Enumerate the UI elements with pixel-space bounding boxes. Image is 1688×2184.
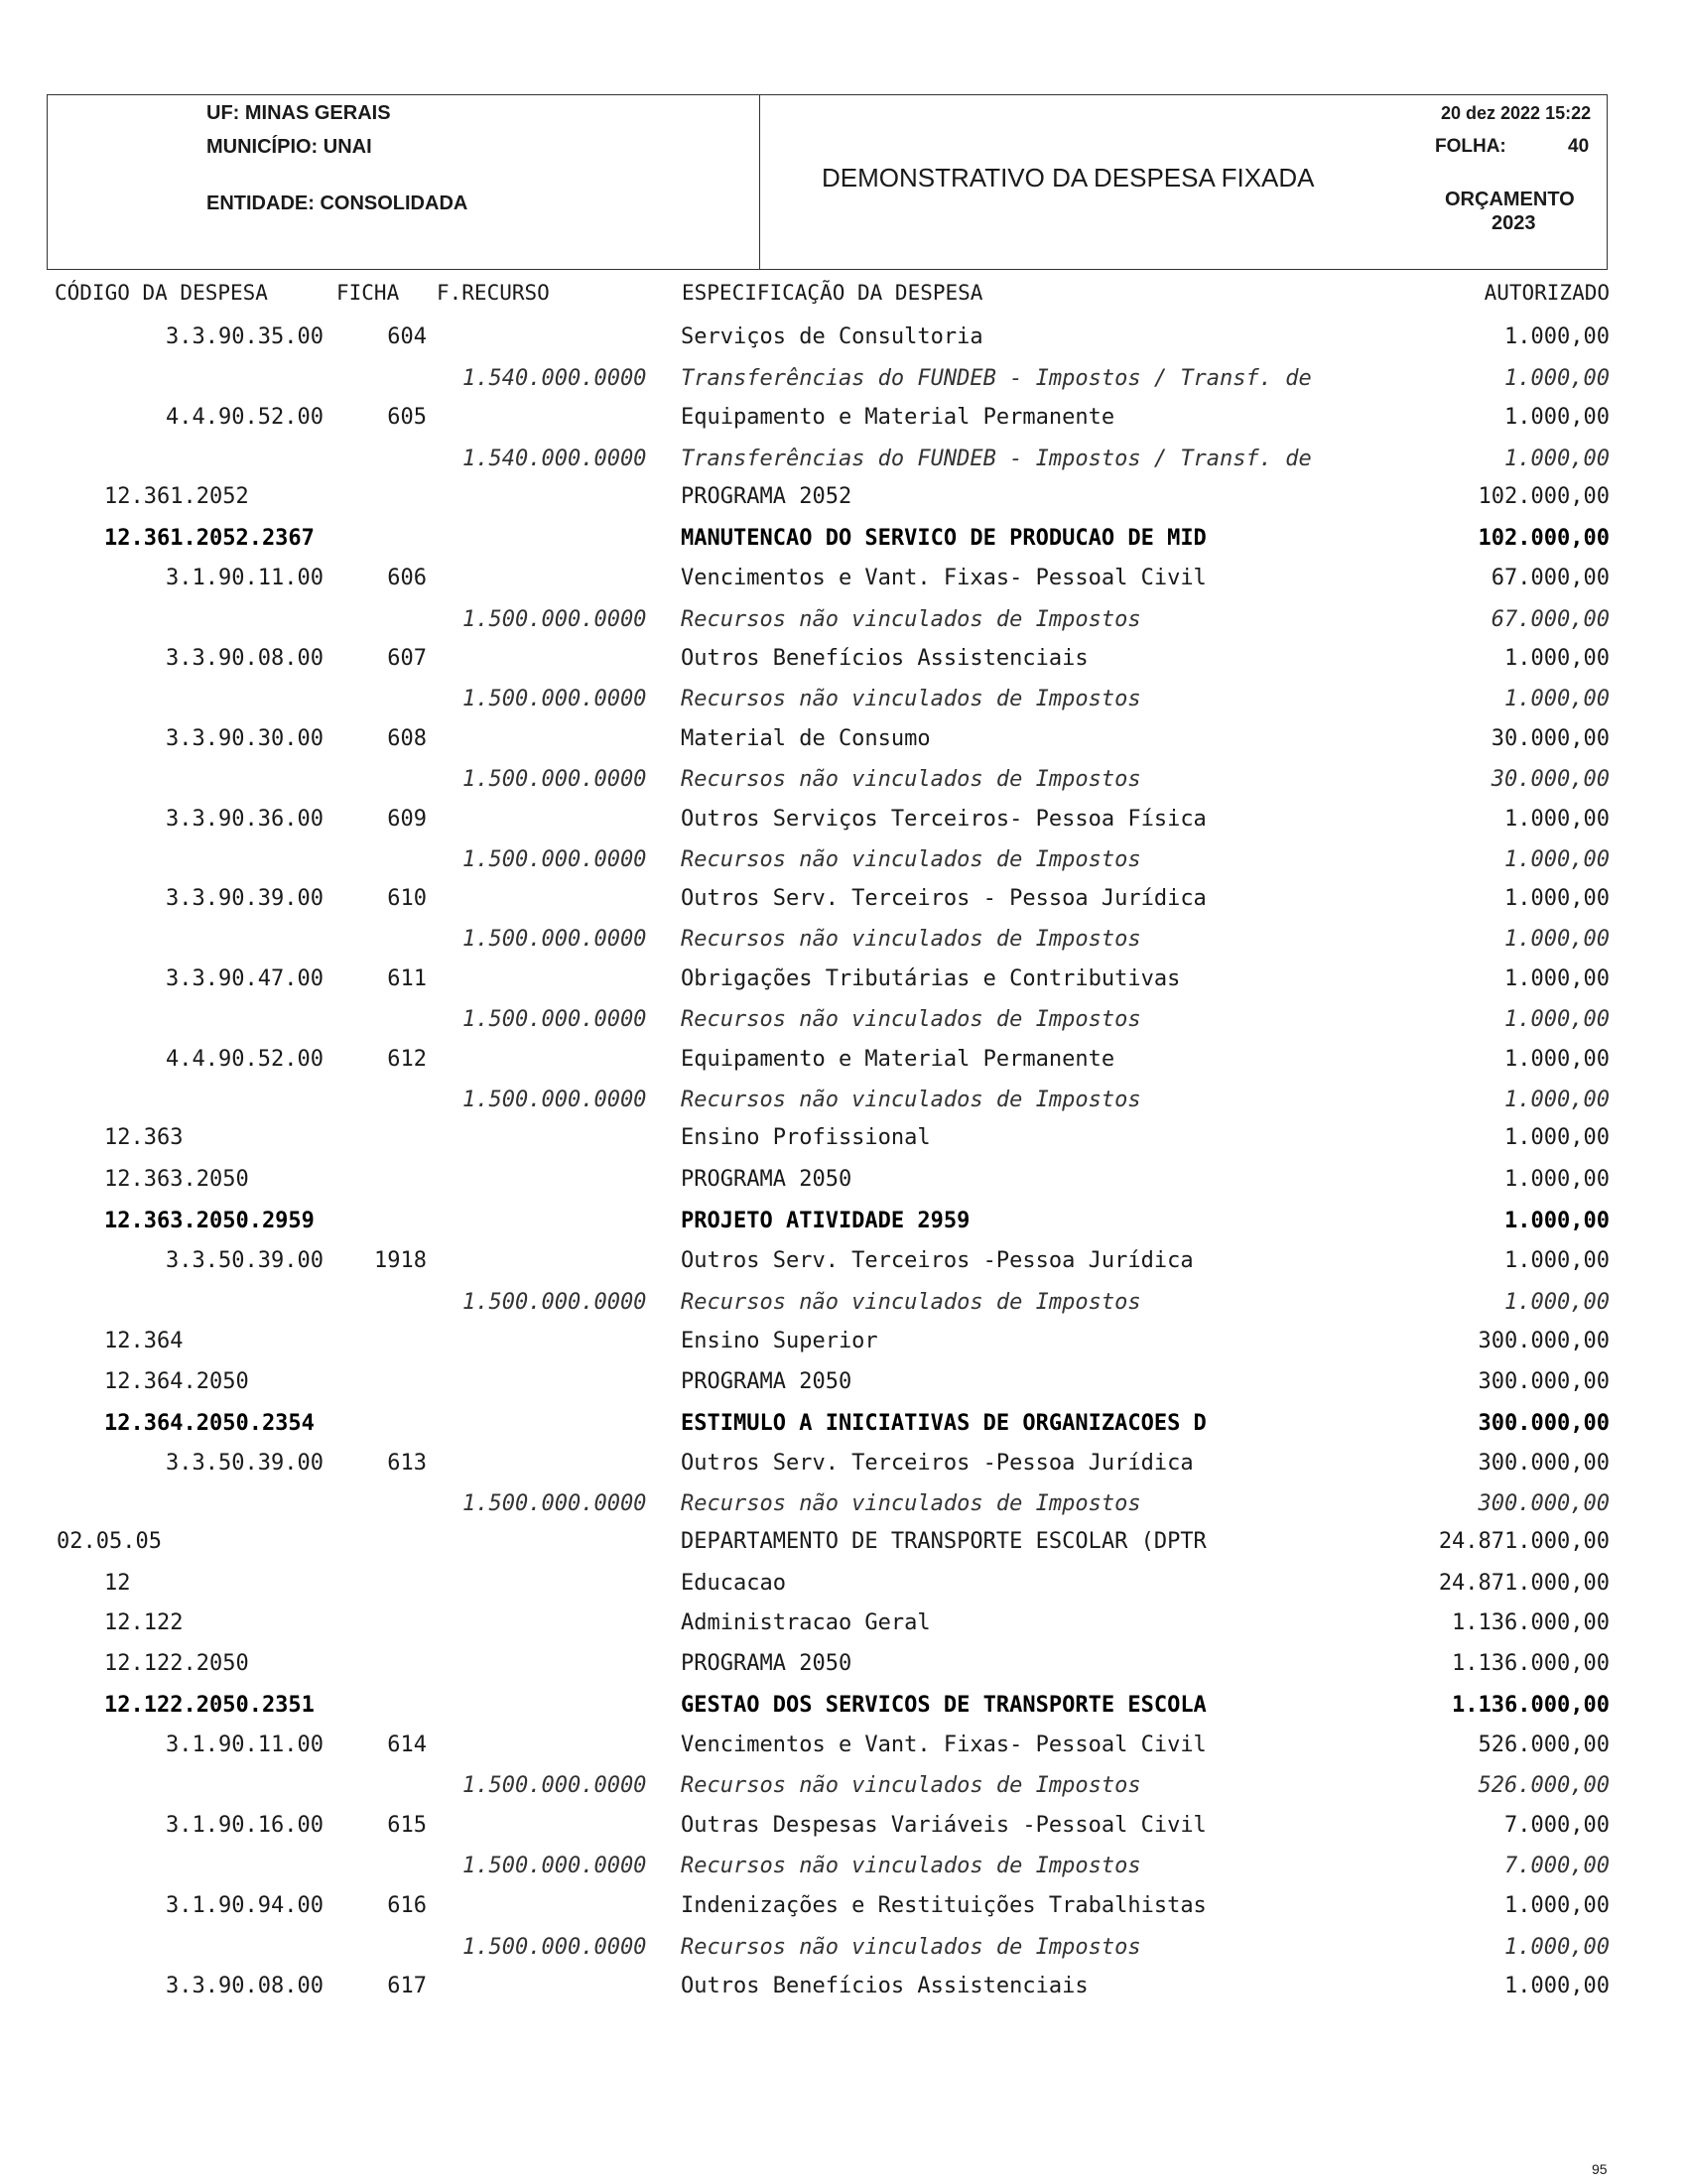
table-row [0, 726, 1688, 756]
expense-specification: Outros Serv. Terceiros - Pessoa Jurídica [681, 886, 1207, 911]
table-row [0, 1893, 1688, 1923]
authorized-value: 1.000,00 [1504, 366, 1610, 391]
expense-code: 3.3.90.08.00 [166, 646, 324, 671]
expense-specification: DEPARTAMENTO DE TRANSPORTE ESCOLAR (DPTR [681, 1529, 1207, 1554]
expense-code: 12.364.2050.2354 [104, 1411, 315, 1436]
resource-row [0, 1290, 1688, 1320]
table-row [0, 1733, 1688, 1762]
fonte-recurso: 1.500.000.0000 [462, 1773, 647, 1798]
table-row [0, 646, 1688, 676]
authorized-value: 67.000,00 [1491, 607, 1610, 632]
authorized-value: 1.000,00 [1504, 1974, 1610, 1998]
authorized-value: 1.000,00 [1504, 1167, 1610, 1192]
resource-row [0, 366, 1688, 396]
expense-code: 3.1.90.16.00 [166, 1813, 324, 1838]
table-row [0, 526, 1688, 556]
authorized-value: 1.000,00 [1504, 1290, 1610, 1315]
authorized-value: 1.000,00 [1504, 807, 1610, 832]
expense-specification: Recursos não vinculados de Impostos [681, 607, 1141, 632]
expense-code: 3.1.90.94.00 [166, 1893, 324, 1918]
fonte-recurso: 1.500.000.0000 [462, 1007, 647, 1032]
expense-specification: Recursos não vinculados de Impostos [681, 1773, 1141, 1798]
table-row [0, 1209, 1688, 1238]
authorized-value: 1.000,00 [1504, 646, 1610, 671]
expense-code: 4.4.90.52.00 [166, 405, 324, 430]
authorized-value: 1.000,00 [1504, 966, 1610, 991]
table-row [0, 1610, 1688, 1640]
expense-specification: GESTAO DOS SERVICOS DE TRANSPORTE ESCOLA [681, 1693, 1207, 1718]
authorized-value: 1.000,00 [1504, 847, 1610, 872]
expense-code: 12.363.2050 [104, 1167, 249, 1192]
ficha-number: 616 [387, 1893, 427, 1918]
expense-specification: Outras Despesas Variáveis -Pessoal Civil [681, 1813, 1207, 1838]
expense-code: 3.3.50.39.00 [166, 1248, 324, 1273]
expense-specification: Recursos não vinculados de Impostos [681, 847, 1141, 872]
table-row [0, 1411, 1688, 1441]
authorized-value: 1.136.000,00 [1452, 1693, 1610, 1718]
ficha-number: 613 [387, 1451, 427, 1476]
table-row [0, 1125, 1688, 1155]
expense-specification: Outros Serviços Terceiros- Pessoa Física [681, 807, 1207, 832]
expense-specification: Outros Serv. Terceiros -Pessoa Jurídica [681, 1451, 1194, 1476]
expense-specification: Recursos não vinculados de Impostos [681, 1935, 1141, 1960]
expense-specification: Recursos não vinculados de Impostos [681, 767, 1141, 792]
expense-specification: Equipamento e Material Permanente [681, 405, 1115, 430]
expense-code: 3.3.90.36.00 [166, 807, 324, 832]
authorized-value: 1.000,00 [1504, 405, 1610, 430]
table-row [0, 405, 1688, 435]
authorized-value: 300.000,00 [1478, 1451, 1610, 1476]
expense-specification: Serviços de Consultoria [681, 324, 983, 349]
authorized-value: 1.000,00 [1504, 1007, 1610, 1032]
header-orcamento-label: ORÇAMENTO [1445, 189, 1575, 210]
expense-code: 12.361.2052.2367 [104, 526, 315, 551]
ficha-number: 608 [387, 726, 427, 751]
authorized-value: 24.871.000,00 [1438, 1529, 1610, 1554]
ficha-number: 614 [387, 1733, 427, 1757]
authorized-value: 1.000,00 [1504, 1047, 1610, 1072]
expense-code: 3.1.90.11.00 [166, 566, 324, 590]
authorized-value: 300.000,00 [1478, 1491, 1610, 1516]
expense-specification: Recursos não vinculados de Impostos [681, 1854, 1141, 1878]
table-row [0, 1571, 1688, 1601]
fonte-recurso: 1.540.000.0000 [462, 447, 647, 471]
col-header-ficha: FICHA [336, 281, 400, 305]
expense-specification: Obrigações Tributárias e Contributivas [681, 966, 1181, 991]
authorized-value: 300.000,00 [1478, 1369, 1610, 1394]
table-row [0, 1693, 1688, 1723]
authorized-value: 7.000,00 [1504, 1854, 1610, 1878]
expense-specification: Educacao [681, 1571, 786, 1596]
expense-specification: Material de Consumo [681, 726, 931, 751]
header-municipio: MUNICÍPIO: UNAI [206, 136, 372, 158]
col-header-codigo: CÓDIGO DA DESPESA [55, 281, 268, 305]
header-folha-value: 40 [1568, 136, 1590, 157]
header-folha-label: FOLHA: [1435, 136, 1506, 157]
table-row [0, 484, 1688, 514]
expense-code: 12 [104, 1571, 131, 1596]
ficha-number: 1918 [374, 1248, 427, 1273]
col-header-especificacao: ESPECIFICAÇÃO DA DESPESA [682, 281, 983, 305]
col-header-frecurso: F.RECURSO [437, 281, 550, 305]
header-entidade: ENTIDADE: CONSOLIDADA [206, 193, 468, 214]
authorized-value: 1.136.000,00 [1452, 1651, 1610, 1676]
expense-specification: PROGRAMA 2050 [681, 1167, 852, 1192]
expense-code: 3.3.90.30.00 [166, 726, 324, 751]
expense-specification: Recursos não vinculados de Impostos [681, 1088, 1141, 1112]
resource-row [0, 1491, 1688, 1521]
table-row [0, 1651, 1688, 1681]
table-row [0, 886, 1688, 916]
authorized-value: 1.000,00 [1504, 927, 1610, 952]
expense-code: 12.122.2050 [104, 1651, 249, 1676]
expense-specification: Indenizações e Restituições Trabalhistas [681, 1893, 1207, 1918]
ficha-number: 617 [387, 1974, 427, 1998]
expense-specification: Recursos não vinculados de Impostos [681, 1290, 1141, 1315]
authorized-value: 102.000,00 [1478, 526, 1610, 551]
table-row [0, 1813, 1688, 1843]
expense-specification: ESTIMULO A INICIATIVAS DE ORGANIZACOES D [681, 1411, 1207, 1436]
ficha-number: 615 [387, 1813, 427, 1838]
authorized-value: 1.000,00 [1504, 1935, 1610, 1960]
fonte-recurso: 1.500.000.0000 [462, 1854, 647, 1878]
authorized-value: 526.000,00 [1478, 1733, 1610, 1757]
authorized-value: 1.000,00 [1504, 687, 1610, 711]
ficha-number: 609 [387, 807, 427, 832]
authorized-value: 24.871.000,00 [1438, 1571, 1610, 1596]
table-row [0, 324, 1688, 354]
fonte-recurso: 1.500.000.0000 [462, 1290, 647, 1315]
resource-row [0, 1773, 1688, 1803]
authorized-value: 30.000,00 [1491, 726, 1610, 751]
authorized-value: 1.136.000,00 [1452, 1610, 1610, 1635]
authorized-value: 7.000,00 [1504, 1813, 1610, 1838]
expense-code: 12.122.2050.2351 [104, 1693, 315, 1718]
table-row [0, 1369, 1688, 1399]
authorized-value: 1.000,00 [1504, 1088, 1610, 1112]
resource-row [0, 1854, 1688, 1883]
table-row [0, 966, 1688, 996]
expense-specification: MANUTENCAO DO SERVICO DE PRODUCAO DE MID [681, 526, 1207, 551]
report-title: DEMONSTRATIVO DA DESPESA FIXADA [822, 163, 1315, 193]
expense-specification: PROGRAMA 2050 [681, 1651, 852, 1676]
expense-specification: Ensino Profissional [681, 1125, 931, 1150]
expense-code: 12.363.2050.2959 [104, 1209, 315, 1233]
authorized-value: 102.000,00 [1478, 484, 1610, 509]
expense-specification: Equipamento e Material Permanente [681, 1047, 1115, 1072]
table-row [0, 1329, 1688, 1358]
table-row [0, 566, 1688, 595]
authorized-value: 1.000,00 [1504, 1125, 1610, 1150]
expense-code: 12.363 [104, 1125, 184, 1150]
fonte-recurso: 1.500.000.0000 [462, 687, 647, 711]
table-row [0, 1529, 1688, 1559]
authorized-value: 1.000,00 [1504, 1209, 1610, 1233]
expense-specification: Outros Benefícios Assistenciais [681, 1974, 1089, 1998]
authorized-value: 300.000,00 [1478, 1329, 1610, 1353]
expense-code: 3.3.90.39.00 [166, 886, 324, 911]
fonte-recurso: 1.500.000.0000 [462, 1491, 647, 1516]
expense-code: 3.3.90.47.00 [166, 966, 324, 991]
header-datetime: 20 dez 2022 15:22 [1441, 103, 1592, 123]
expense-specification: Vencimentos e Vant. Fixas- Pessoal Civil [681, 566, 1207, 590]
expense-specification: Recursos não vinculados de Impostos [681, 1007, 1141, 1032]
expense-specification: Vencimentos e Vant. Fixas- Pessoal Civil [681, 1733, 1207, 1757]
resource-row [0, 767, 1688, 797]
resource-row [0, 1007, 1688, 1037]
expense-code: 3.3.90.35.00 [166, 324, 324, 349]
resource-row [0, 847, 1688, 877]
expense-code: 12.364.2050 [104, 1369, 249, 1394]
header-uf: UF: MINAS GERAIS [206, 102, 391, 124]
expense-specification: Recursos não vinculados de Impostos [681, 1491, 1141, 1516]
expense-code: 3.3.50.39.00 [166, 1451, 324, 1476]
fonte-recurso: 1.500.000.0000 [462, 607, 647, 632]
fonte-recurso: 1.500.000.0000 [462, 1088, 647, 1112]
resource-row [0, 447, 1688, 476]
table-row [0, 1167, 1688, 1197]
authorized-value: 1.000,00 [1504, 324, 1610, 349]
expense-specification: PROGRAMA 2052 [681, 484, 852, 509]
expense-specification: Administracao Geral [681, 1610, 931, 1635]
authorized-value: 526.000,00 [1478, 1773, 1610, 1798]
ficha-number: 607 [387, 646, 427, 671]
resource-row [0, 687, 1688, 716]
authorized-value: 1.000,00 [1504, 447, 1610, 471]
expense-code: 12.122 [104, 1610, 184, 1635]
expense-code: 02.05.05 [57, 1529, 162, 1554]
table-row [0, 1047, 1688, 1077]
authorized-value: 1.000,00 [1504, 1248, 1610, 1273]
expense-specification: PROGRAMA 2050 [681, 1369, 852, 1394]
ficha-number: 611 [387, 966, 427, 991]
header-orcamento-year: 2023 [1492, 212, 1536, 234]
authorized-value: 1.000,00 [1504, 1893, 1610, 1918]
expense-specification: Recursos não vinculados de Impostos [681, 927, 1141, 952]
expense-specification: Transferências do FUNDEB - Impostos / Transf. de [681, 366, 1312, 391]
authorized-value: 300.000,00 [1478, 1411, 1610, 1436]
fonte-recurso: 1.500.000.0000 [462, 767, 647, 792]
expense-specification: Ensino Superior [681, 1329, 878, 1353]
ficha-number: 612 [387, 1047, 427, 1072]
expense-code: 12.361.2052 [104, 484, 249, 509]
resource-row [0, 927, 1688, 957]
table-row [0, 1451, 1688, 1480]
resource-row [0, 1088, 1688, 1117]
ficha-number: 604 [387, 324, 427, 349]
table-row [0, 1974, 1688, 2003]
expense-specification: PROJETO ATIVIDADE 2959 [681, 1209, 971, 1233]
expense-code: 3.3.90.08.00 [166, 1974, 324, 1998]
fonte-recurso: 1.500.000.0000 [462, 1935, 647, 1960]
ficha-number: 610 [387, 886, 427, 911]
fonte-recurso: 1.500.000.0000 [462, 927, 647, 952]
resource-row [0, 607, 1688, 637]
table-row [0, 1248, 1688, 1278]
expense-code: 4.4.90.52.00 [166, 1047, 324, 1072]
fonte-recurso: 1.540.000.0000 [462, 366, 647, 391]
expense-specification: Recursos não vinculados de Impostos [681, 687, 1141, 711]
expense-specification: Transferências do FUNDEB - Impostos / Transf. de [681, 447, 1312, 471]
authorized-value: 30.000,00 [1491, 767, 1610, 792]
expense-code: 3.1.90.11.00 [166, 1733, 324, 1757]
expense-specification: Outros Benefícios Assistenciais [681, 646, 1089, 671]
expense-specification: Outros Serv. Terceiros -Pessoa Jurídica [681, 1248, 1194, 1273]
ficha-number: 605 [387, 405, 427, 430]
page-number: 95 [1592, 2161, 1608, 2177]
authorized-value: 1.000,00 [1504, 886, 1610, 911]
ficha-number: 606 [387, 566, 427, 590]
table-row [0, 807, 1688, 836]
resource-row [0, 1935, 1688, 1965]
fonte-recurso: 1.500.000.0000 [462, 847, 647, 872]
authorized-value: 67.000,00 [1491, 566, 1610, 590]
col-header-autorizado: AUTORIZADO [1484, 281, 1610, 305]
expense-code: 12.364 [104, 1329, 184, 1353]
